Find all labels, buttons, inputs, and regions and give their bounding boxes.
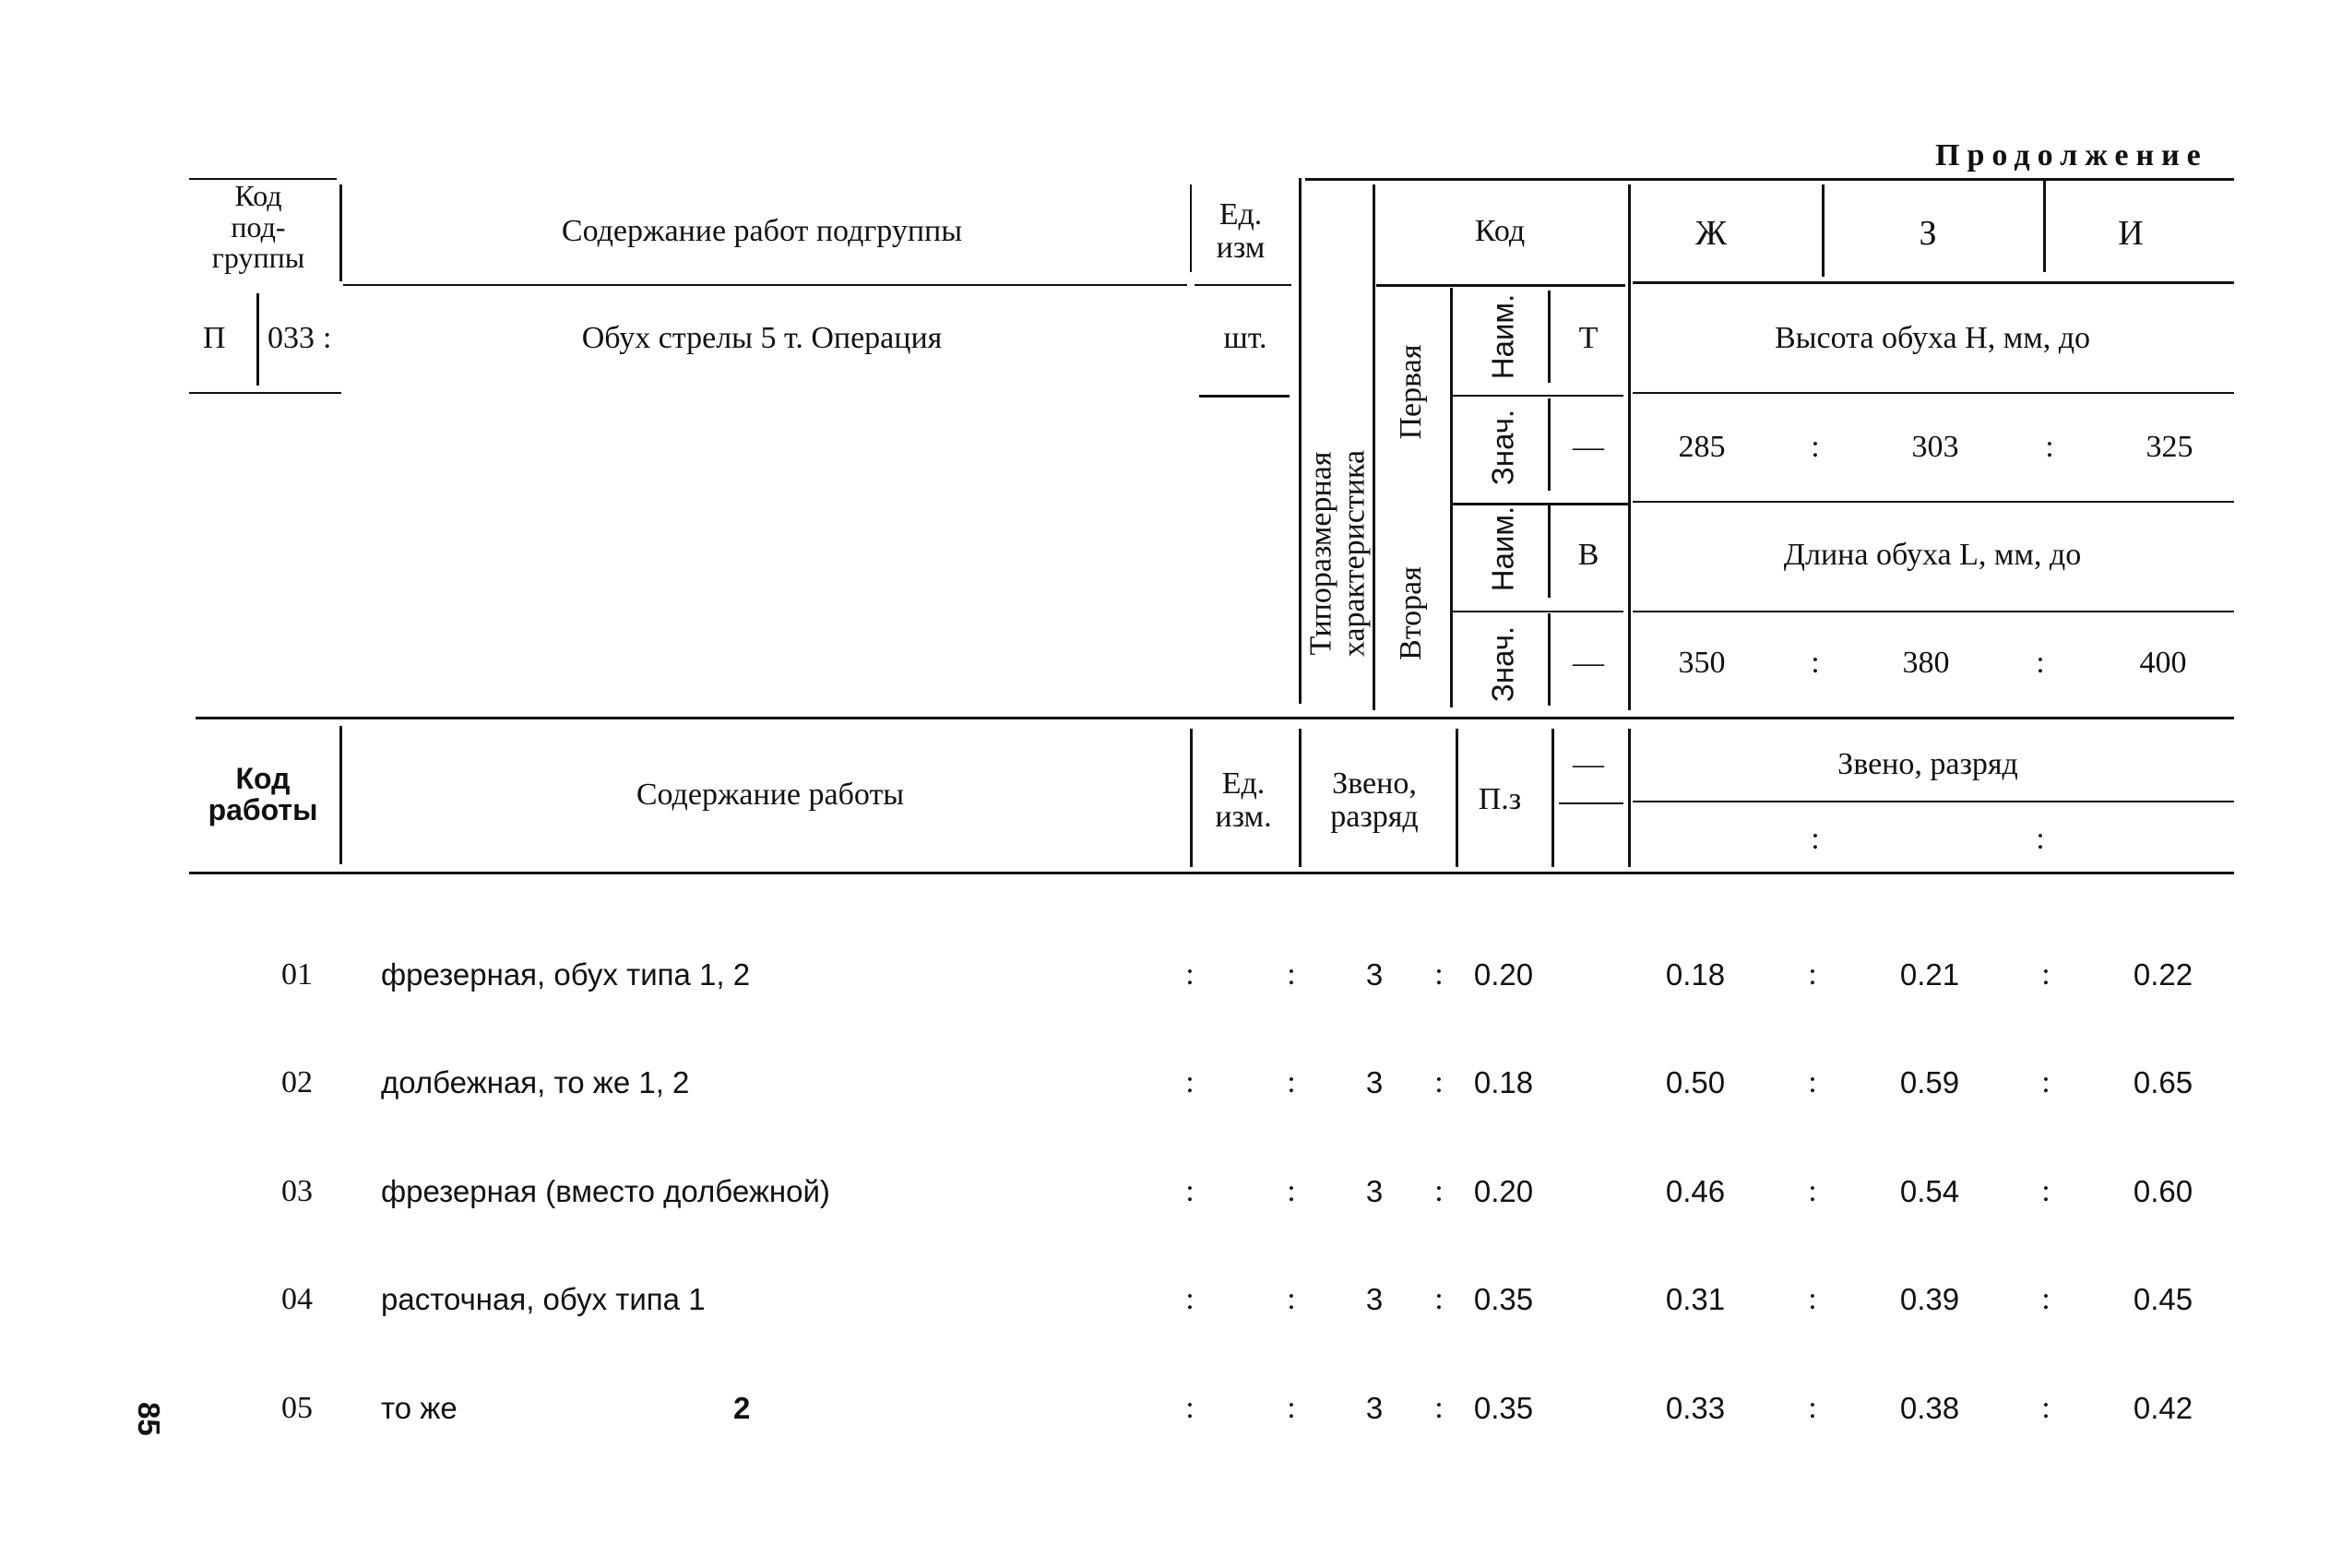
divider	[256, 293, 259, 386]
first-value-label: Знач.	[1485, 409, 1520, 486]
typesize-header: Типоразмерная характеристика	[1303, 449, 1371, 658]
top-rule-right	[1305, 178, 2234, 181]
separator: :	[2041, 1391, 2051, 1425]
header-rule	[1376, 284, 1625, 287]
subgroup-letter: П	[203, 321, 226, 355]
divider	[1548, 291, 1551, 383]
col-i-header: И	[2118, 214, 2144, 253]
row-code: 03	[281, 1174, 313, 1208]
subgroup-content: Обух стрелы 5 т. Операция	[581, 321, 943, 355]
separator: :	[1287, 1065, 1296, 1099]
row-content: фрезерная, обух типа 1, 2	[381, 957, 751, 992]
header-rule	[343, 284, 1187, 286]
rule	[1633, 801, 2234, 802]
divider	[1299, 729, 1302, 867]
separator: :	[1287, 1391, 1296, 1425]
rule	[1633, 501, 2234, 503]
separator: :	[2041, 1065, 2051, 1099]
separator: :	[1185, 957, 1195, 992]
divider	[1299, 178, 1302, 704]
row-crew: 3	[1365, 1174, 1384, 1208]
rule	[1633, 392, 2234, 394]
separator: :	[1434, 957, 1444, 992]
row-pz: 0.35	[1473, 1282, 1534, 1316]
second-value-zh: 350	[1678, 646, 1726, 680]
sep: :	[1811, 822, 1820, 856]
separator: :	[1434, 1391, 1444, 1425]
row-pz: 0.20	[1473, 957, 1534, 992]
row-crew: 3	[1365, 957, 1384, 992]
row-i: 0.22	[2133, 957, 2193, 992]
second-param-name: Длина обуха L, мм, до	[1783, 538, 2082, 572]
sep: :	[1811, 430, 1820, 464]
rule	[1453, 503, 1628, 505]
subgroup-content-header: Содержание работ подгруппы	[561, 214, 963, 248]
row-zh: 0.50	[1665, 1065, 1726, 1099]
divider	[1456, 729, 1458, 867]
separator: :	[1808, 1174, 1817, 1208]
row-pz: 0.18	[1473, 1065, 1534, 1099]
divider	[339, 184, 342, 281]
divider	[1551, 729, 1554, 867]
divider	[1822, 184, 1825, 277]
row-zh: 0.31	[1665, 1282, 1726, 1316]
separator: :	[1185, 1174, 1195, 1208]
code-group-header: Код	[1474, 214, 1526, 248]
row-content: то же	[381, 1391, 458, 1425]
divider	[2043, 180, 2046, 272]
second-name-label: Наим.	[1485, 505, 1520, 592]
divider	[1190, 729, 1193, 867]
row-code: 04	[281, 1282, 313, 1316]
sep: :	[2045, 430, 2054, 464]
subgroup-code-colon: :	[323, 321, 332, 355]
first-param-name: Высота обуха H, мм, до	[1774, 321, 2091, 355]
header-rule	[1195, 284, 1291, 286]
row-i: 0.60	[2133, 1174, 2193, 1208]
work-header-bottom-rule	[189, 872, 2234, 874]
separator: :	[1808, 1282, 1817, 1316]
rule	[1199, 395, 1290, 398]
row-code: 05	[281, 1391, 313, 1425]
row-crew: 3	[1365, 1391, 1384, 1425]
subgroup-code-header: Код под- группы	[211, 179, 305, 275]
row-z: 0.39	[1899, 1282, 1960, 1316]
page-number: 85	[132, 1402, 166, 1436]
sep: :	[2036, 646, 2045, 680]
second-code: В	[1577, 538, 1599, 572]
col-zh-header: Ж	[1694, 214, 1728, 253]
rule	[1453, 395, 1623, 397]
separator: :	[1287, 957, 1296, 992]
separator: :	[2041, 1174, 2051, 1208]
rule	[189, 392, 341, 394]
row-code: 02	[281, 1065, 313, 1099]
first-value-zh: 285	[1678, 430, 1726, 464]
divider	[1548, 398, 1551, 491]
divider	[1548, 505, 1551, 598]
row-i: 0.65	[2133, 1065, 2193, 1099]
row-z: 0.21	[1899, 957, 1960, 992]
divider	[1628, 184, 1631, 710]
row-zh: 0.18	[1665, 957, 1726, 992]
row-zh: 0.46	[1665, 1174, 1726, 1208]
divider	[1373, 184, 1375, 710]
separator: :	[1808, 957, 1817, 992]
separator: :	[1185, 1282, 1195, 1316]
row-content: расточная, обух типа 1	[381, 1282, 706, 1316]
subgroup-code: 033	[267, 321, 315, 355]
separator: :	[1434, 1282, 1444, 1316]
rule	[1453, 611, 1623, 612]
sep: :	[2036, 822, 2045, 856]
separator: :	[1287, 1174, 1296, 1208]
row-zh: 0.33	[1665, 1391, 1726, 1425]
separator: :	[1434, 1174, 1444, 1208]
row-z: 0.54	[1899, 1174, 1960, 1208]
separator: :	[1434, 1065, 1444, 1099]
separator: :	[1287, 1282, 1296, 1316]
first-label: Первая	[1394, 344, 1429, 440]
separator: :	[1808, 1065, 1817, 1099]
row-crew: 3	[1365, 1065, 1384, 1099]
first-name-label: Наим.	[1485, 293, 1520, 380]
separator: :	[2041, 1282, 2051, 1316]
separator: :	[1185, 1391, 1195, 1425]
col-z-header: З	[1919, 214, 1937, 253]
row-i: 0.42	[2133, 1391, 2193, 1425]
header-rule	[1633, 281, 2234, 284]
work-content-header: Содержание работы	[636, 778, 905, 812]
second-value-label: Знач.	[1485, 625, 1520, 703]
first-code: Т	[1578, 321, 1599, 355]
row-content: фрезерная (вместо долбежной)	[381, 1174, 830, 1208]
first-value-code: —	[1573, 430, 1604, 464]
first-value-z: 303	[1911, 430, 1959, 464]
rule	[1633, 611, 2234, 612]
row-i: 0.45	[2133, 1282, 2193, 1316]
work-crew-header: Звено, разряд	[1330, 766, 1419, 834]
crew-grade-header: Звено, разряд	[1837, 747, 2018, 781]
sep: :	[1811, 646, 1820, 680]
row-code: 01	[281, 957, 313, 992]
second-value-z: 380	[1902, 646, 1950, 680]
second-value-i: 400	[2139, 646, 2187, 680]
work-dash: —	[1573, 747, 1604, 781]
row-pz: 0.20	[1473, 1174, 1534, 1208]
continuation-label: Продолжение	[1935, 138, 2208, 172]
row-z: 0.59	[1899, 1065, 1960, 1099]
divider	[1628, 729, 1631, 867]
subgroup-unit: шт.	[1223, 321, 1267, 355]
divider	[1450, 288, 1453, 707]
work-code-header: Код работы	[208, 762, 318, 826]
divider	[1548, 613, 1551, 706]
separator: :	[1185, 1065, 1195, 1099]
second-value-code: —	[1573, 646, 1604, 680]
separator: :	[1808, 1391, 1817, 1425]
work-unit-header: Ед. изм.	[1215, 766, 1272, 834]
row-z: 0.38	[1899, 1391, 1960, 1425]
work-pz-header: П.з	[1478, 782, 1522, 816]
second-label: Вторая	[1394, 566, 1429, 660]
unit-header: Ед. изм	[1216, 197, 1266, 265]
first-value-i: 325	[2146, 430, 2193, 464]
rule	[1559, 802, 1623, 804]
row-content: долбежная, то же 1, 2	[381, 1065, 690, 1099]
divider	[1190, 184, 1192, 272]
separator: :	[2041, 957, 2051, 992]
work-header-top-rule	[196, 717, 2234, 719]
divider	[339, 726, 342, 864]
row-content-extra: 2	[733, 1391, 751, 1425]
row-crew: 3	[1365, 1282, 1384, 1316]
row-pz: 0.35	[1473, 1391, 1534, 1425]
